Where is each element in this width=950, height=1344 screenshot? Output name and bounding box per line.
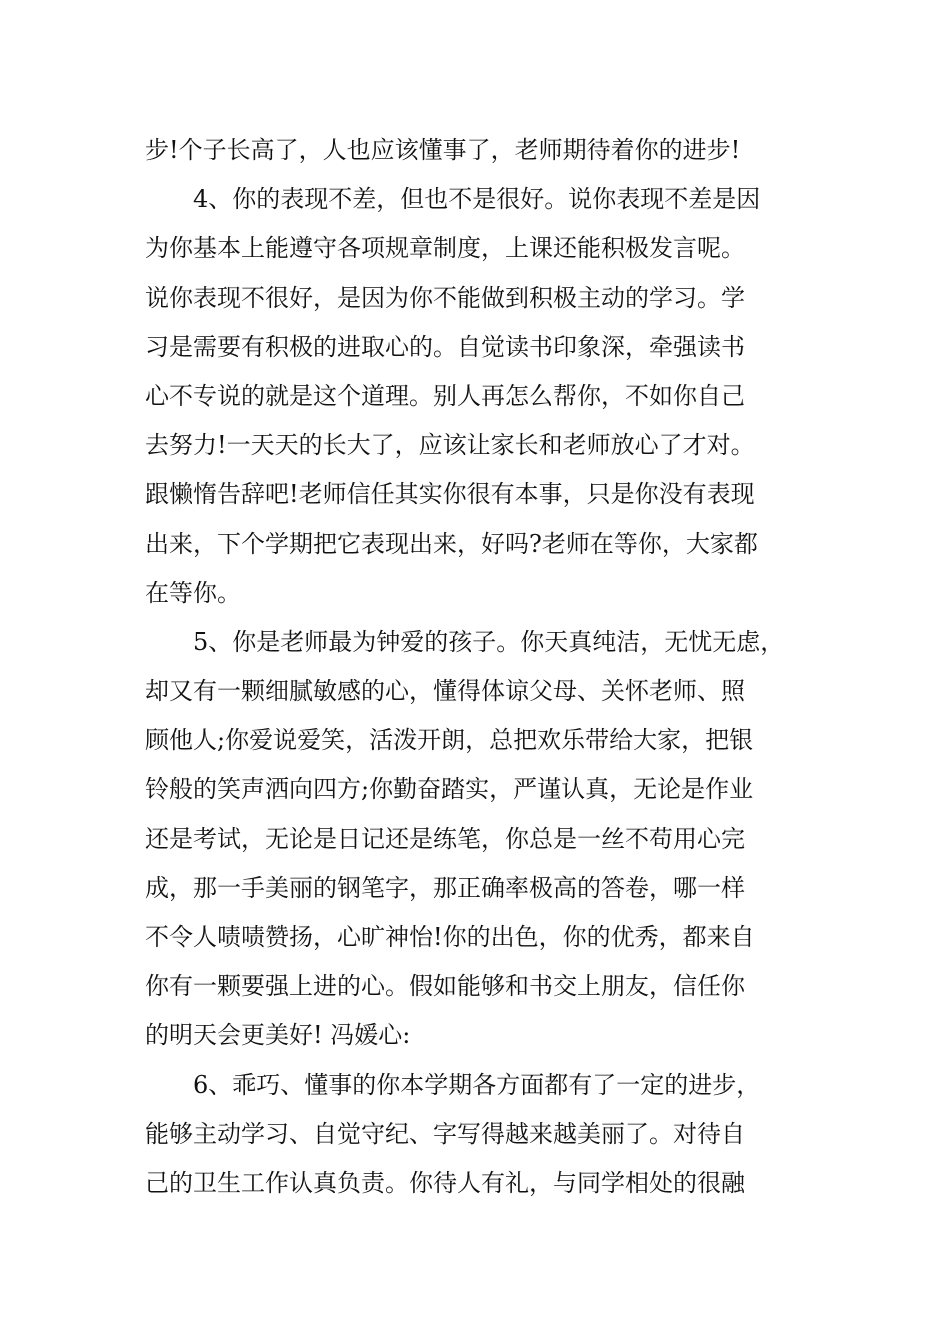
text-line: 铃般的笑声洒向四方;你勤奋踏实，严谨认真，无论是作业 bbox=[145, 775, 754, 804]
text-line: 出来，下个学期把它表现出来，好吗?老师在等你，大家都 bbox=[145, 529, 758, 558]
paragraph-first-line: 6、乖巧、懂事的你本学期各方面都有了一定的进步， bbox=[193, 1070, 761, 1099]
text-line: 你有一颗要强上进的心。假如能够和书交上朋友，信任你 bbox=[145, 972, 745, 1001]
text-line: 去努力!一天天的长大了，应该让家长和老师放心了才对。 bbox=[145, 431, 755, 460]
text-line: 跟懒惰告辞吧!老师信任其实你很有本事，只是你没有表现 bbox=[145, 480, 755, 509]
text-line: 成，那一手美丽的钢笔字，那正确率极高的答卷，哪一样 bbox=[145, 873, 745, 902]
text-line: 却又有一颗细腻敏感的心，懂得体谅父母、关怀老师、照 bbox=[145, 677, 745, 706]
paragraph-first-line: 4、你的表现不差，但也不是很好。说你表现不差是因 bbox=[193, 185, 761, 214]
text-line: 能够主动学习、自觉守纪、字写得越来越美丽了。对待自 bbox=[145, 1119, 745, 1148]
text-line: 顾他人;你爱说爱笑，活泼开朗，总把欢乐带给大家，把银 bbox=[145, 726, 754, 755]
text-line: 心不专说的就是这个道理。别人再怎么帮你，不如你自己 bbox=[145, 381, 745, 410]
text-line: 说你表现不很好，是因为你不能做到积极主动的学习。学 bbox=[145, 283, 745, 312]
text-line: 为你基本上能遵守各项规章制度，上课还能积极发言呢。 bbox=[145, 234, 745, 263]
text-line: 步!个子长高了，人也应该懂事了，老师期待着你的进步! bbox=[145, 136, 741, 164]
text-line: 不令人啧啧赞扬，心旷神怡!你的出色，你的优秀，都来自 bbox=[145, 923, 755, 951]
text-line: 在等你。 bbox=[145, 578, 241, 607]
text-line: 的明天会更美好! 冯媛心: bbox=[145, 1021, 411, 1050]
text-line: 习是需要有积极的进取心的。自觉读书印象深，牵强读书 bbox=[145, 332, 745, 361]
paragraph-first-line: 5、你是老师最为钟爱的孩子。你天真纯洁，无忧无虑， bbox=[193, 627, 785, 656]
text-line: 己的卫生工作认真负责。你待人有礼，与同学相处的很融 bbox=[145, 1168, 745, 1197]
text-line: 还是考试，无论是日记还是练笔，你总是一丝不苟用心完 bbox=[145, 824, 745, 853]
document-body bbox=[145, 126, 845, 1208]
